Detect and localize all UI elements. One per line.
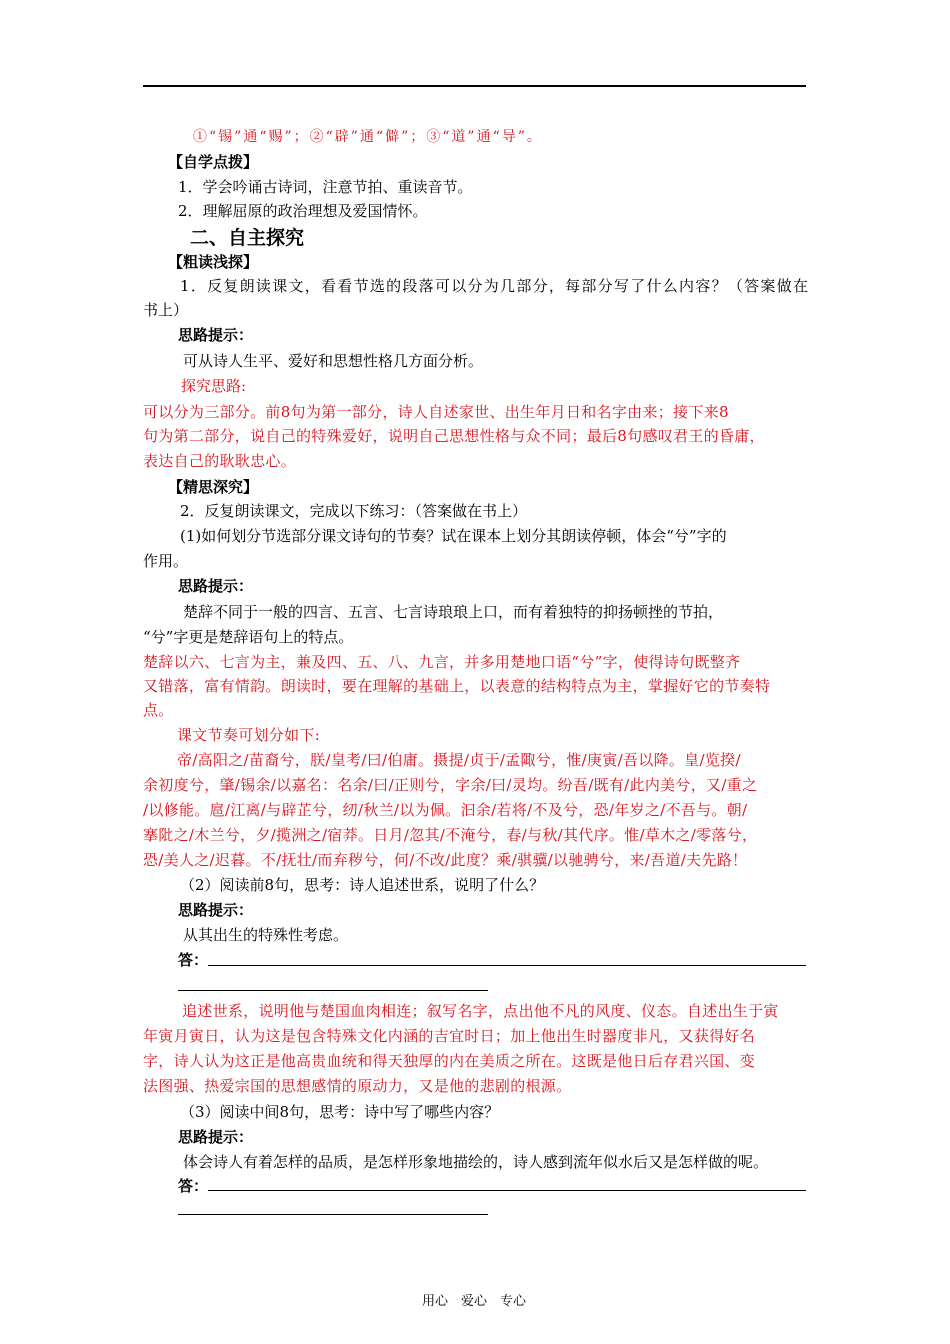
cudu-heading: 【粗读浅探】 bbox=[168, 253, 259, 271]
answer-2-2-line3: 字，诗人认为这正是他高贵血统和得天独厚的内在美质之所在。这既是他日后存君兴国、变 bbox=[143, 1052, 756, 1070]
answer-2-2-line1: 追述世系，说明他与楚国血肉相连；叙写名字，点出他不凡的风度、仪态。自述出生于寅 bbox=[182, 1002, 779, 1020]
answer-line-2-3a[interactable] bbox=[208, 1190, 806, 1191]
answer-2-1-line1: 楚辞以六、七言为主，兼及四、五、八、九言，并多用楚地口语“兮”字，使得诗句既整齐 bbox=[143, 653, 741, 671]
answer-label-2-2: 答： bbox=[178, 951, 209, 969]
hint-2-1-line2: “兮”字更是楚辞语句上的特点。 bbox=[143, 628, 354, 646]
rhythm-line-5: 恐/美人之/迟暮。不/抚壮/而弃秽兮，何/不改/此度？乘/骐骥/以驰骋兮，来/吾道/夫先路！ bbox=[143, 851, 748, 869]
question-2-1-line1: (1)如何划分节选部分课文诗句的节奏？试在课本上划分其朗读停顿，体会“兮”字的 bbox=[180, 527, 727, 545]
tongjia-notes: ①“锡”通“赐”；②“辟”通“僻”；③“道”通“导”。 bbox=[193, 129, 543, 145]
question-2-3: （3）阅读中间8句，思考：诗中写了哪些内容？ bbox=[180, 1103, 500, 1121]
hint-text: 可从诗人生平、爱好和思想性格几方面分析。 bbox=[183, 352, 484, 370]
hint-label: 思路提示： bbox=[178, 326, 254, 344]
rhythm-line-2: 余初度兮，肇/锡余/以嘉名：名余/曰/正则兮，字余/曰/灵均。纷吾/既有/此内美兮，又/重之 bbox=[143, 776, 758, 794]
hint-2-3: 体会诗人有着怎样的品质，是怎样形象地描绘的，诗人感到流年似水后又是怎样做的呢。 bbox=[183, 1153, 769, 1171]
rhythm-label: 课文节奏可划分如下: bbox=[177, 726, 321, 744]
hint-label-2-2: 思路提示： bbox=[178, 901, 254, 919]
hint-label-2-1: 思路提示： bbox=[178, 577, 254, 595]
answer-line-2-3b[interactable] bbox=[178, 1214, 488, 1215]
rhythm-line-4: 搴阰之/木兰兮，夕/揽洲之/宿莽。日月/忽其/不淹兮，春/与秋/其代序。惟/草木之/零落兮， bbox=[143, 826, 758, 844]
answer-2-2-line2: 年寅月寅日，认为这是包含特殊文化内涵的吉宜时日；加上他出生时器度非凡，又获得好名 bbox=[143, 1027, 756, 1045]
answer-line-2-2b[interactable] bbox=[178, 990, 488, 991]
answer-2-2-line4: 法图强、热爱宗国的思想感情的原动力，又是他的悲剧的根源。 bbox=[143, 1077, 572, 1095]
answer-1-line3: 表达自己的耿耿忠心。 bbox=[143, 452, 297, 470]
answer-1-line1: 可以分为三部分。前8句为第一部分，诗人自述家世、出生年月日和名字由来；接下来8 bbox=[143, 403, 729, 421]
page-footer: 用心 爱心 专心 bbox=[422, 1294, 527, 1309]
zixue-item-1: 1．学会吟诵古诗词，注意节拍、重读音节。 bbox=[178, 178, 473, 196]
answer-line-2-2a[interactable] bbox=[208, 965, 806, 966]
explore-label: 探究思路: bbox=[181, 377, 247, 395]
answer-1-line2: 句为第二部分，说自己的特殊爱好，说明自己思想性格与众不同；最后8句感叹君王的昏庸， bbox=[143, 427, 765, 445]
rhythm-line-3: /以修能。扈/江离/与辟芷兮，纫/秋兰/以为佩。汩余/若将/不及兮，恐/年岁之/不吾与。朝/ bbox=[143, 801, 748, 819]
answer-2-1-line2: 又错落，富有情韵。朗读时，要在理解的基础上，以表意的结构特点为主，掌握好它的节奏特 bbox=[143, 677, 771, 695]
question-2-2: （2）阅读前8句，思考：诗人追述世系，说明了什么？ bbox=[180, 876, 545, 894]
answer-2-1-line3: 点。 bbox=[143, 701, 174, 719]
question-1-line1: 1．反复朗读课文，看看节选的段落可以分为几部分，每部分写了什么内容？（答案做在 bbox=[180, 277, 808, 295]
header-rule bbox=[143, 85, 806, 87]
section-title: 二、自主探究 bbox=[190, 227, 305, 249]
question-2: 2．反复朗读课文，完成以下练习：（答案做在书上） bbox=[180, 502, 528, 520]
jingsi-heading: 【精思深究】 bbox=[168, 478, 259, 496]
question-2-1-line2: 作用。 bbox=[143, 552, 189, 570]
zixue-heading: 【自学点拨】 bbox=[168, 153, 259, 171]
zixue-item-2: 2．理解屈原的政治理想及爱国情怀。 bbox=[178, 202, 428, 220]
hint-label-2-3: 思路提示： bbox=[178, 1128, 254, 1146]
rhythm-line-1: 帝/高阳之/苗裔兮，朕/皇考/曰/伯庸。摄提/贞于/孟陬兮，惟/庚寅/吾以降。皇/览揆/ bbox=[177, 751, 741, 769]
answer-label-2-3: 答： bbox=[178, 1177, 209, 1195]
hint-2-2: 从其出生的特殊性考虑。 bbox=[183, 926, 349, 944]
hint-2-1-line1: 楚辞不同于一般的四言、五言、七言诗琅琅上口，而有着独特的抑扬顿挫的节拍， bbox=[183, 603, 724, 621]
question-1-line2: 书上） bbox=[143, 301, 189, 319]
